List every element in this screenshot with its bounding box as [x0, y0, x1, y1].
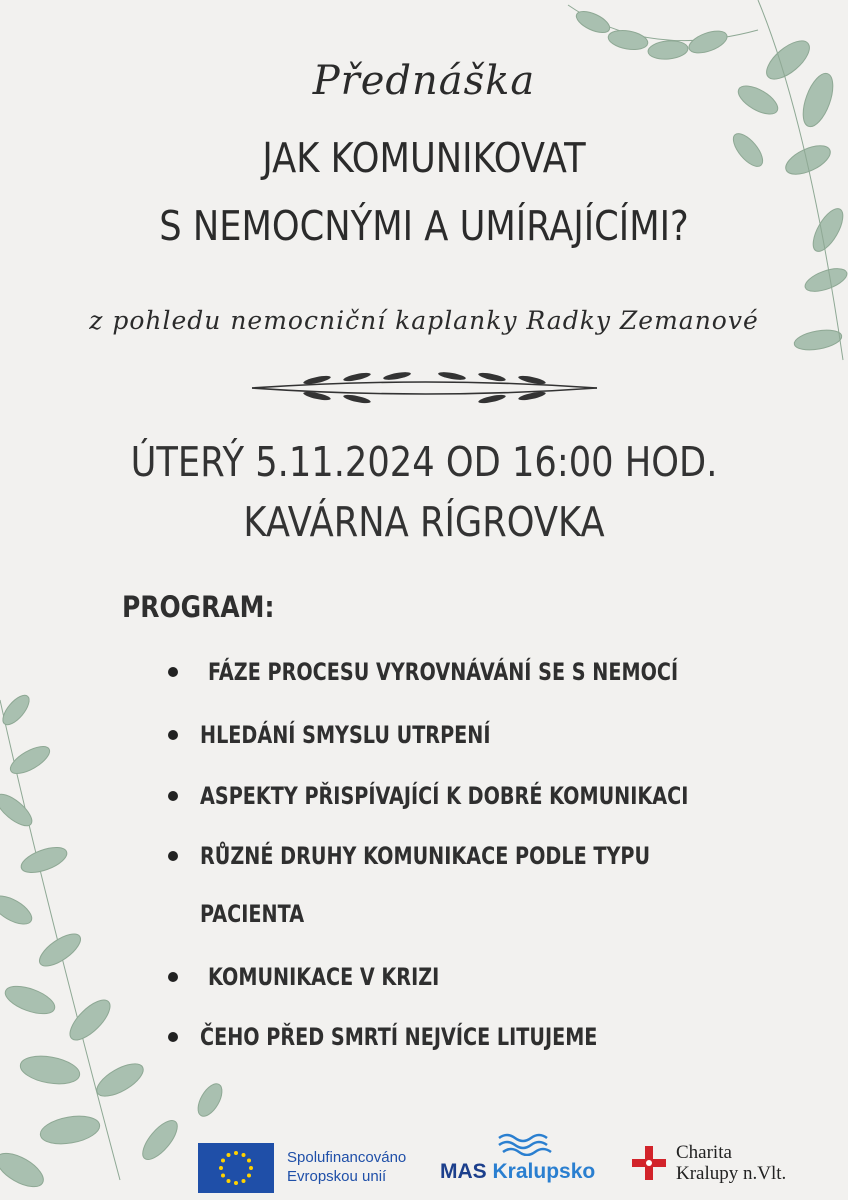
- list-item: [168, 963, 497, 991]
- mas-waves-icon: [497, 1132, 553, 1156]
- program-item-text: RŮZNÉ DRUHY KOMUNIKACE PODLE TYPU: [200, 842, 651, 870]
- event-title-line2: S NEMOCNÝMI A UMÍRAJÍCÍMI?: [159, 202, 689, 250]
- charita-logo-text: [676, 1142, 786, 1184]
- eu-flag-icon: [198, 1143, 274, 1193]
- program-item-text: KOMUNIKACE V KRIZI: [208, 963, 440, 991]
- bullet-dot-icon: [168, 791, 178, 801]
- speaker-subtitle: z pohledu nemocniční kaplanky Radky Zemanové: [89, 306, 759, 335]
- charita-line1: Charita: [676, 1142, 732, 1163]
- bullet-dot-icon: [168, 667, 178, 677]
- bullet-dot-icon: [168, 851, 178, 861]
- program-item-text: ČEHO PŘED SMRTÍ NEJVÍCE LITUJEME: [200, 1023, 598, 1051]
- list-item: [168, 721, 563, 749]
- program-item-text: ASPEKTY PŘISPÍVAJÍCÍ K DOBRÉ KOMUNIKACI: [200, 782, 689, 810]
- program-heading: PROGRAM:: [122, 590, 275, 624]
- list-item: [168, 1023, 697, 1051]
- list-item: [168, 782, 810, 810]
- program-item-continuation: PACIENTA: [200, 900, 305, 928]
- list-item: [168, 658, 796, 686]
- event-venue: KAVÁRNA RÍGROVKA: [243, 498, 605, 546]
- eu-line1: Spolufinancováno: [287, 1149, 407, 1166]
- eu-line2: Evropskou unií: [287, 1168, 387, 1185]
- charita-line2: Kralupy n.Vlt.: [676, 1163, 787, 1184]
- lecture-kicker: Přednáška: [312, 58, 536, 104]
- event-datetime: ÚTERÝ 5.11.2024 OD 16:00 HOD.: [130, 438, 718, 486]
- list-item: [168, 842, 763, 870]
- bullet-dot-icon: [168, 972, 178, 982]
- bullet-dot-icon: [168, 1032, 178, 1042]
- bullet-dot-icon: [168, 730, 178, 740]
- mas-part1: MAS: [440, 1160, 487, 1183]
- event-title-line1: JAK KOMUNIKOVAT: [262, 134, 586, 182]
- eu-cofinancing-text: [287, 1148, 406, 1186]
- charita-cross-icon: [630, 1144, 668, 1182]
- mas-part2: Kralupsko: [492, 1160, 596, 1183]
- program-item-text: HLEDÁNÍ SMYSLU UTRPENÍ: [200, 721, 491, 749]
- mas-kralupsko-logo: [440, 1160, 595, 1184]
- program-item-text: FÁZE PROCESU VYROVNÁVÁNÍ SE S NEMOCÍ: [208, 658, 679, 686]
